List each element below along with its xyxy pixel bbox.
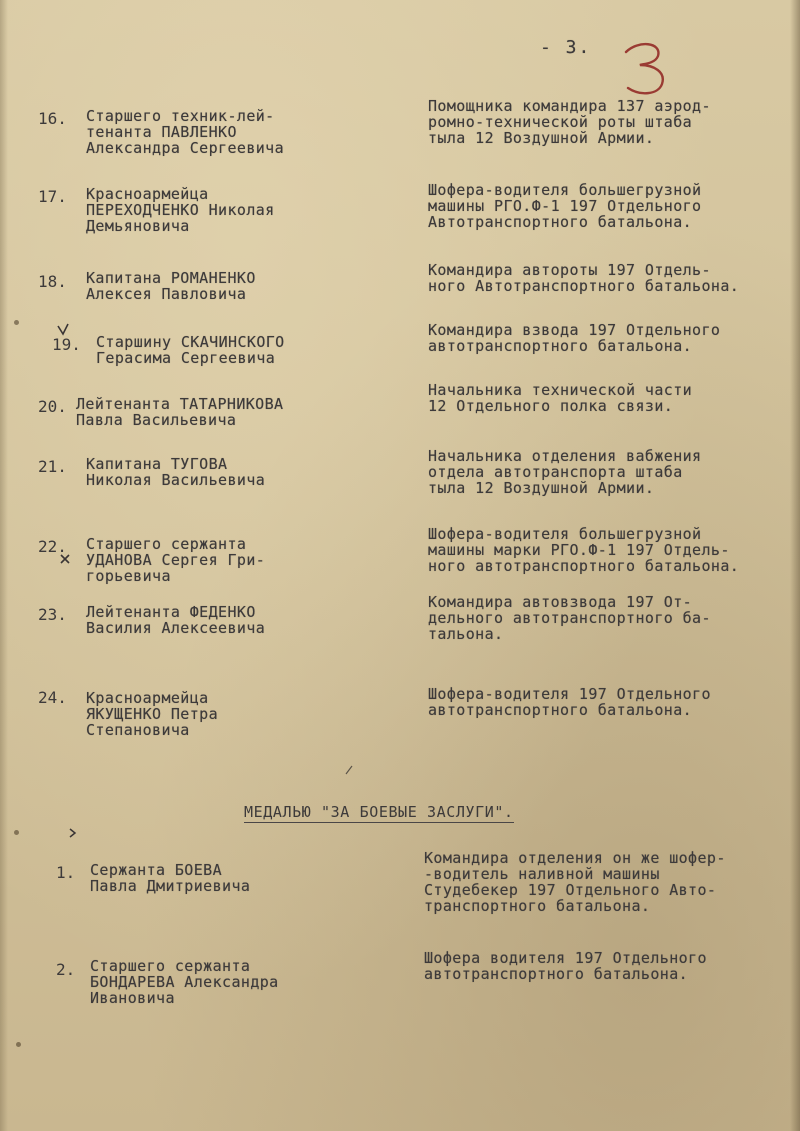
entry-24-number: 24. (38, 688, 67, 707)
medal-entry-2-name: Старшего сержанта БОНДАРЕВА Александра Ивановича (90, 957, 279, 1007)
entry-22-position: Шофера-водителя большегрузной машины марки РГО.Ф-1 197 Отдель- ного автотранспортного батальона. (428, 525, 740, 575)
entry-18-name: Капитана РОМАНЕНКО Алексея Павловича (86, 269, 256, 303)
binding-hole (14, 830, 19, 835)
entry-16-name: Старшего техник-лей- тенанта ПАВЛЕНКО Александра Сергеевича (86, 107, 285, 157)
medal-entry-1-name: Сержанта БОЕВА Павла Дмитриевича (90, 861, 251, 895)
entry-23-number: 23. (38, 605, 67, 624)
medal-entry-2-number: 2. (56, 960, 76, 979)
binding-hole (16, 1042, 21, 1047)
medal-entry-2-position: Шофера водителя 197 Отдельного автотранспортного батальона. (424, 949, 707, 983)
entry-17-position: Шофера-водителя большегрузной машины РГО.Ф-1 197 Отдельного Автотранспортного батальона. (428, 181, 702, 231)
entry-19-position: Командира взвода 197 Отдельного автотранспортного батальона. (428, 321, 721, 355)
entry-24-name: Красноармейца ЯКУЩЕНКО Петра Степановича (86, 689, 219, 739)
entry-20-position: Начальника технической части 12 Отдельного полка связи. (428, 381, 693, 415)
entry-20-name: Лейтенанта ТАТАРНИКОВА Павла Васильевича (76, 395, 284, 429)
paper-edge-right (790, 0, 800, 1131)
pencil-cross-mark-22 (58, 552, 72, 566)
entry-23-name: Лейтенанта ФЕДЕНКО Василия Алексеевича (86, 603, 266, 637)
medal-entry-1-position: Командира отделения он же шофер- -водитель наливной машины Студебекер 197 Отдельного Авто- транспортного батальона. (424, 849, 726, 915)
page-number: - 3. (540, 37, 592, 58)
entry-17-number: 17. (38, 187, 67, 206)
entry-21-number: 21. (38, 457, 67, 476)
entry-18-position: Командира автороты 197 Отдель- ного Автотранспортного батальона. (428, 261, 740, 295)
entry-22-number: 22. (38, 537, 67, 556)
entry-24-position: Шофера-водителя 197 Отдельного автотранспортного батальона. (428, 685, 711, 719)
entry-22-name: Старшего сержанта УДАНОВА Сергея Гри- горьевича (86, 535, 266, 585)
entry-16-number: 16. (38, 109, 67, 128)
entry-17-name: Красноармейца ПЕРЕХОДЧЕНКО Николая Демьяновича (86, 185, 275, 235)
entry-19-number: 19. (52, 335, 81, 354)
entry-21-name: Капитана ТУГОВА Николая Васильевича (86, 455, 266, 489)
entry-18-number: 18. (38, 272, 67, 291)
section-heading: МЕДАЛЬЮ "ЗА БОЕВЫЕ ЗАСЛУГИ". (244, 803, 514, 821)
entry-23-position: Командира автовзвода 197 От- дельного автотранспортного ба- тальона. (428, 593, 711, 643)
entry-21-position: Начальника отделения вабжения отдела автотранспорта штаба тыла 12 Воздушной Армии. (428, 447, 702, 497)
paper-edge-left (0, 0, 8, 1131)
handwritten-page-number (618, 38, 678, 98)
entry-16-position: Помощника командира 137 аэрод- ромно-технической роты штаба тыла 12 Воздушной Армии. (428, 97, 711, 147)
medal-entry-1-number: 1. (56, 863, 76, 882)
pencil-mark-medal-1 (66, 826, 80, 840)
binding-hole (14, 320, 19, 325)
entry-20-number: 20. (38, 397, 67, 416)
pencil-stroke (343, 764, 355, 776)
entry-19-name: Старшину СКАЧИНСКОГО Герасима Сергеевича (96, 333, 285, 367)
pencil-check-mark-19 (56, 322, 70, 338)
